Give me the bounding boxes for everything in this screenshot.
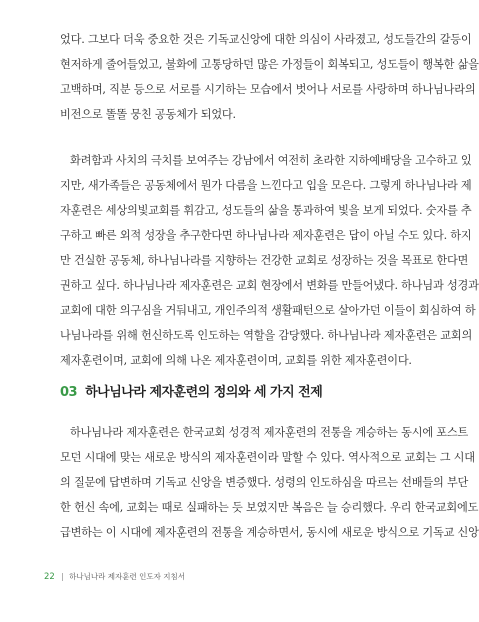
book-title: 하나님나라 제자훈련 인도자 지침서 [69, 572, 185, 581]
text-line: 비전으로 똘똘 뭉친 공동체가 되었다. [60, 108, 236, 121]
page-footer [44, 571, 185, 582]
section-heading [60, 381, 322, 400]
text-line: 교회에 대한 의구심을 거둬내고, 개인주의적 생활패턴으로 살아가던 이들이 회심하여 하 [60, 304, 476, 317]
text-line: 한 헌신 속에, 교회는 때로 실패하는 듯 보였지만 복음은 늘 승리했다. 우리 한국교회에도 [60, 501, 479, 514]
paragraph-1 [60, 27, 479, 127]
text-line: 지만, 새가족들은 공동체에서 뭔가 다름을 느낀다고 입을 모은다. 그렇게 하나님나라 제 [60, 179, 472, 192]
text-line: 제자훈련이며, 교회에 의해 나온 제자훈련이며, 교회를 위한 제자훈련이다. [60, 354, 412, 367]
page-number: 22 [44, 572, 55, 582]
paragraph-2 [60, 148, 479, 373]
text-line: 만 건실한 공동체, 하나님나라를 지향하는 건강한 교회로 성장하는 것을 목표로 한다면 [60, 254, 469, 267]
section-title: 하나님나라 제자훈련의 정의와 세 가지 전제 [85, 385, 323, 400]
text-line: 현저하게 줄어들었고, 불화에 고통당하던 많은 가정들이 회복되고, 성도들이 행복한 삶을 [60, 58, 479, 71]
text-line: 었다. 그보다 더욱 중요한 것은 기독교신앙에 대한 의심이 사라졌고, 성도들간의 갈등이 [60, 33, 472, 46]
text-line: 고백하며, 직분 등으로 서로를 시기하는 모습에서 벗어나 서로를 사랑하며 하나님나라의 [60, 83, 476, 96]
paragraph-3 [60, 420, 479, 545]
text-line: 화려함과 사치의 극치를 보여주는 강남에서 여전히 초라한 지하예배당을 고수하고 있 [70, 154, 472, 167]
text-line: 구하고 빠른 외적 성장을 추구한다면 하나님나라 제자훈련은 답이 아닐 수도 있다. 하지 [60, 229, 472, 242]
footer-separator: | [61, 572, 64, 581]
text-line: 나님나라를 위해 헌신하도록 인도하는 역할을 감당했다. 하나님나라 제자훈련은 교회의 [60, 329, 473, 342]
text-line: 급변하는 이 시대에 제자훈련의 전통을 계승하면서, 동시에 새로운 방식으로 기독교 신앙 [60, 526, 479, 539]
text-line: 권하고 싶다. 하나님나라 제자훈련은 교회 현장에서 변화를 만들어냈다. 하나님과 성경과 [60, 279, 479, 292]
text-line: 자훈련은 세상의빛교회를 휘감고, 성도들의 삶을 통과하여 빛을 보게 되었다. 숫자를 추 [60, 204, 472, 217]
text-line: 의 질문에 답변하며 기독교 신앙을 변증했다. 성령의 인도하심을 따르는 선배들의 부단 [60, 476, 469, 489]
text-line: 하나님나라 제자훈련은 한국교회 성경적 제자훈련의 전통을 계승하는 동시에 포스트 [70, 426, 469, 439]
section-number: 03 [60, 385, 78, 400]
text-line: 모던 시대에 맞는 새로운 방식의 제자훈련이라 말할 수 있다. 역사적으로 교회는 그 시대 [60, 451, 475, 464]
